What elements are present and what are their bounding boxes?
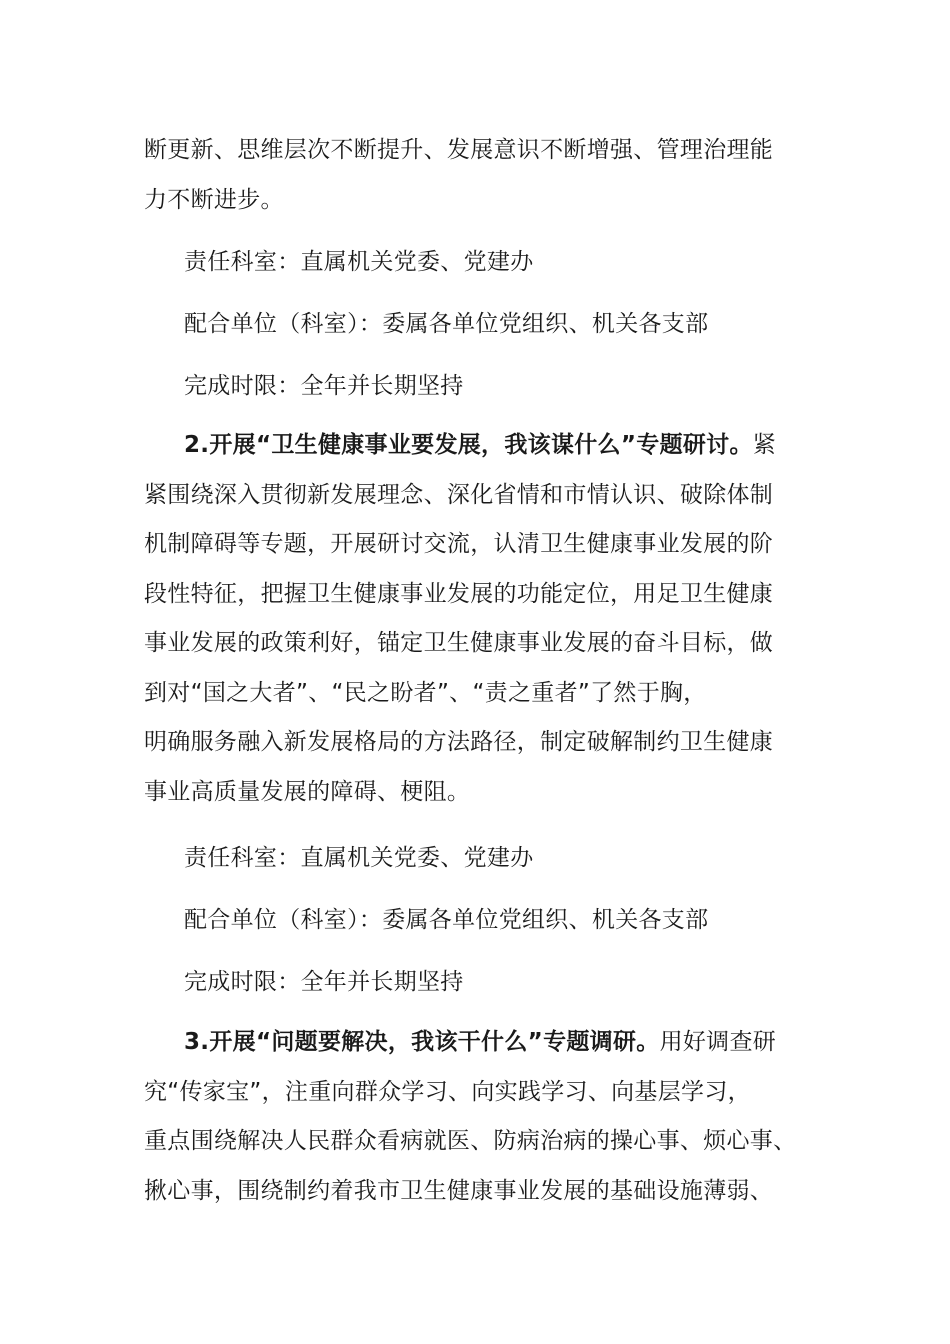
item-2-line: 紧围绕深入贯彻新发展理念、深化省情和市情认识、破除体制	[144, 481, 774, 508]
item-3-line: 揪心事，围绕制约着我市卫生健康事业发展的基础设施薄弱、	[144, 1177, 774, 1204]
deadline-1: 完成时限：全年并长期坚持	[184, 373, 464, 399]
item-2-line: 事业高质量发展的障碍、梗阻。	[144, 778, 471, 805]
item-3-line: 究“传家宝”，注重向群众学习、向实践学习、向基层学习，	[144, 1078, 751, 1105]
paragraph-1	[144, 126, 824, 225]
item-3-first-line	[144, 1018, 824, 1068]
item-3-paragraph	[144, 1018, 824, 1216]
item-3-heading: 3.开展“问题要解决，我该干什么”专题调研。	[184, 1029, 660, 1055]
deadline-2: 完成时限：全年并长期坚持	[184, 969, 464, 995]
cooperating-unit-2: 配合单位（科室）：委属各单位党组织、机关各支部	[184, 907, 709, 933]
item-3-line: 重点围绕解决人民群众看病就医、防病治病的操心事、烦心事、	[144, 1128, 797, 1154]
responsible-dept-2: 责任科室：直属机关党委、党建办	[184, 845, 534, 871]
item-2-heading: 2.开展“卫生健康事业要发展，我该谋什么”专题研讨。	[184, 432, 753, 458]
item-2-line: 到对“国之大者”、“民之盼者”、“责之重者”了然于胸，	[144, 679, 707, 706]
item-2-line: 机制障碍等专题，开展研讨交流，认清卫生健康事业发展的阶	[144, 531, 774, 557]
item-2-line: 段性特征，把握卫生健康事业发展的功能定位，用足卫生健康	[144, 580, 774, 607]
item-2-paragraph	[144, 421, 824, 817]
paragraph-1-line-1: 断更新、思维层次不断提升、发展意识不断增强、管理治理能	[144, 137, 774, 163]
responsible-dept-1: 责任科室：直属机关党委、党建办	[184, 249, 534, 275]
item-2-line: 明确服务融入新发展格局的方法路径，制定破解制约卫生健康	[144, 729, 774, 755]
item-2-first-line	[144, 421, 824, 471]
cooperating-unit-1: 配合单位（科室）：委属各单位党组织、机关各支部	[184, 311, 709, 337]
item-2-line: 事业发展的政策利好，锚定卫生健康事业发展的奋斗目标，做	[144, 630, 774, 656]
item-3-first-tail: 用好调查研	[659, 1029, 777, 1055]
item-2-first-tail: 紧	[752, 432, 777, 458]
paragraph-1-line-2: 力不断进步。	[144, 186, 284, 213]
